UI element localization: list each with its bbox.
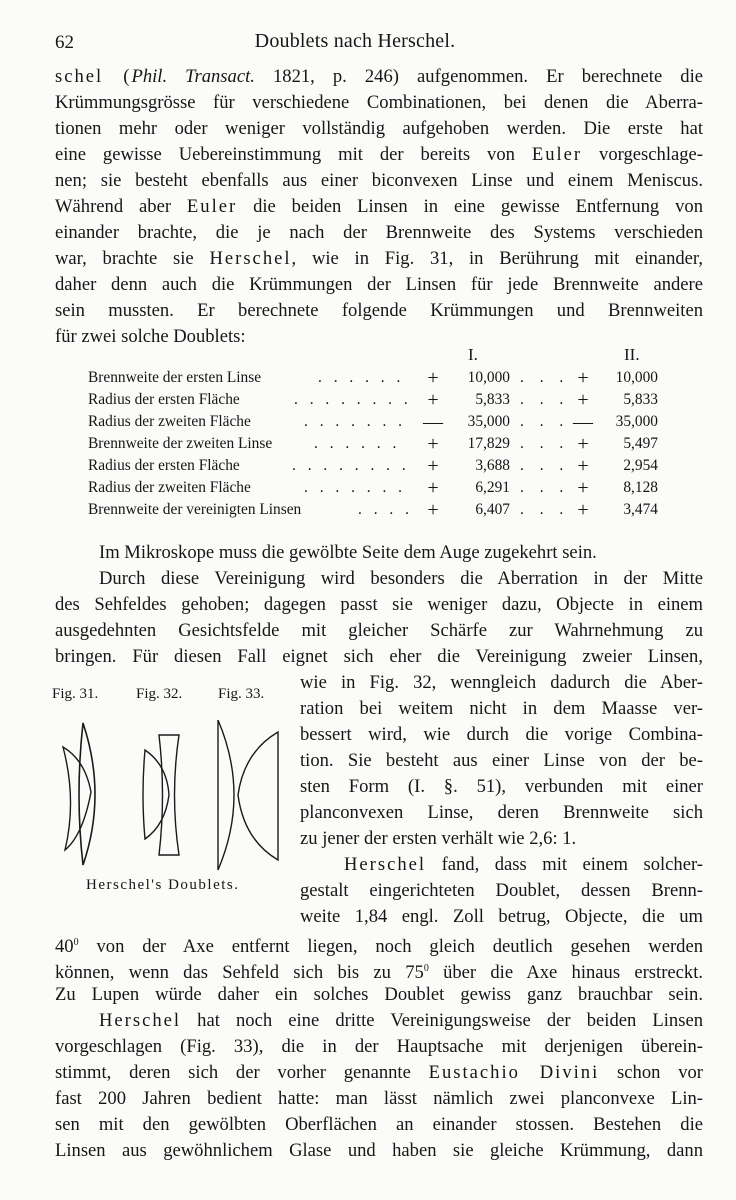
person-name: Herschel <box>99 1010 182 1031</box>
table-row <box>88 389 680 411</box>
row-label: Brennweite der vereinigten Linsen <box>88 501 302 518</box>
citation-italic: Phil. Transact. <box>131 66 255 87</box>
text-line: planconvexen Linse, deren Brennweite sich <box>300 802 703 823</box>
value-II: 5,833 <box>623 391 658 408</box>
sign-II: + <box>577 433 589 455</box>
fig-32-label: Fig. 32. <box>136 686 183 702</box>
text-line: ration bei weitem nicht in dem Maasse ver- <box>300 698 703 719</box>
text-line: ausgedehnten Gesichtsfelde mit gleicher Schärfe zur Wahrnehmung zu <box>55 620 703 641</box>
sign-I: + <box>427 433 439 455</box>
text-line: sen mit den gewölbten Oberflächen an einander stossen. Bestehen die <box>55 1114 703 1135</box>
value-I: 17,829 <box>467 435 510 452</box>
text-line: weite 1,84 engl. Zoll betrug, Objecte, die um <box>300 906 703 927</box>
text-line: einander brachte, die je nach der Brennweite des Systems verschieden <box>55 222 703 243</box>
sign-I: + <box>427 389 439 411</box>
table-row <box>88 455 680 477</box>
text-line: fast 200 Jahren bedient hatte: man lässt nämlich zwei planconvexe Lin- <box>55 1088 703 1109</box>
sign-I: + <box>427 455 439 477</box>
text-line: tion. Sie besteht aus einer Linse von der be- <box>300 750 703 771</box>
text-line: schel (Phil. Transact. 1821, p. 246) aufgenommen. Er berechnete die <box>55 66 704 87</box>
dot-leader: . . . <box>520 457 570 474</box>
table-row <box>88 499 680 521</box>
dot-leader: . . . <box>520 479 570 496</box>
text-line: sten Form (I. §. 51), verbunden mit einer <box>300 776 703 797</box>
text-line: Im Mikroskope muss die gewölbte Seite dem Auge zugekehrt sein. <box>99 542 597 563</box>
sign-I: + <box>427 499 439 521</box>
value-I: 6,291 <box>475 479 510 496</box>
sign-II: + <box>577 455 589 477</box>
value-II: 3,474 <box>623 501 658 518</box>
row-label: Radius der zweiten Fläche <box>88 479 251 496</box>
text-line: Herschel hat noch eine dritte Vereinigungsweise der beiden Linsen <box>99 1010 703 1031</box>
dot-leader: . . . <box>520 413 570 430</box>
text-line: tionen mehr oder weniger vollständig aufgehoben werden. Die erste hat <box>55 118 703 139</box>
text-line: daher denn auch die Krümmungen der Linsen für jede Brennweite andere <box>55 274 703 295</box>
text-line: Linsen aus gewöhnlichem Glase und haben sie gleiche Krümmung, dann <box>55 1140 703 1161</box>
sign-II: + <box>577 389 589 411</box>
column-header-I: I. <box>468 345 478 364</box>
dot-leader: . . . . . . <box>318 369 405 386</box>
running-title: Doublets nach Herschel. <box>254 30 456 52</box>
person-name: Euler <box>531 144 583 165</box>
text-line: Krümmungsgrösse für verschiedene Combinationen, bei denen die Aberra- <box>55 92 703 113</box>
value-I: 35,000 <box>467 413 510 430</box>
row-label: Radius der ersten Fläche <box>88 391 240 408</box>
sign-I: + <box>427 477 439 499</box>
dot-leader: . . . . . . . . <box>292 457 410 474</box>
fig-31-drawing <box>63 723 95 865</box>
text-line: bessert wird, wie durch die vorige Combina- <box>300 724 703 745</box>
text-line: Herschel fand, dass mit einem solcher- <box>344 854 703 875</box>
text-line: $40^0$ von der Axe entfernt liegen, noch gleich deutlich gesehen werden <box>55 936 703 957</box>
person-name: Herschel <box>209 248 292 269</box>
text-line: stimmt, deren sich der vorher genannte Eustachio Divini schon vor <box>55 1062 703 1083</box>
text-line: bringen. Für diesen Fall eignet sich eher die Vereinigung zweier Linsen, <box>55 646 703 667</box>
fig-32-drawing <box>143 735 179 855</box>
text-line: Durch diese Vereinigung wird besonders die Aberration in der Mitte <box>99 568 703 589</box>
sign-I: — <box>423 411 443 433</box>
figure-caption: Herschel's Doublets. <box>86 877 240 893</box>
table-row <box>88 411 680 433</box>
table-row <box>88 477 680 499</box>
dot-leader: . . . <box>520 501 570 518</box>
sign-II: + <box>577 477 589 499</box>
text-line: für zwei solche Doublets: <box>55 326 246 347</box>
dot-leader: . . . . <box>358 501 413 518</box>
table-row <box>88 433 680 455</box>
fig-31-label: Fig. 31. <box>52 686 99 702</box>
person-name: Eustachio Divini <box>428 1062 600 1083</box>
dot-leader: . . . . . . <box>314 435 401 452</box>
value-II: 10,000 <box>615 369 658 386</box>
sign-II: + <box>577 367 589 389</box>
value-I: 6,407 <box>475 501 510 518</box>
dot-leader: . . . . . . . <box>304 479 407 496</box>
value-II: 5,497 <box>623 435 658 452</box>
value-I: 5,833 <box>475 391 510 408</box>
person-name: Herschel <box>344 854 427 875</box>
sign-II: — <box>573 411 593 433</box>
dot-leader: . . . . . . . . <box>294 391 412 408</box>
text-line: wie in Fig. 32, wenngleich dadurch die Aber- <box>300 672 703 693</box>
value-II: 8,128 <box>623 479 658 496</box>
text-line: war, brachte sie Herschel, wie in Fig. 31, in Berührung mit einander, <box>55 248 704 269</box>
sign-II: + <box>577 499 589 521</box>
text-line: eine gewisse Uebereinstimmung mit der bereits von Euler vorgeschlage- <box>55 144 703 165</box>
dot-leader: . . . <box>520 435 570 452</box>
text-line: zu jener der ersten verhält wie 2,6: 1. <box>300 828 577 849</box>
text-line: können, wenn das Sehfeld sich bis zu $75^0$ über die Axe hinaus erstreckt. <box>55 962 704 983</box>
sign-I: + <box>427 367 439 389</box>
row-label: Brennweite der zweiten Linse <box>88 435 273 452</box>
text-line: des Sehfeldes gehoben; dagegen passt sie weniger dazu, Objecte in einem <box>55 594 703 615</box>
text-line: gestalt eingerichteten Doublet, dessen Brenn- <box>300 880 703 901</box>
dot-leader: . . . . . . . <box>304 413 407 430</box>
column-header-II: II. <box>624 345 640 364</box>
text-line: nen; sie besteht ebenfalls aus einer biconvexen Linse und einem Meniscus. <box>55 170 703 191</box>
doublet-figures <box>45 720 285 880</box>
dot-leader: . . . <box>520 369 570 386</box>
fig-33-drawing <box>218 720 278 870</box>
value-I: 10,000 <box>467 369 510 386</box>
person-name: Euler <box>186 196 238 217</box>
text-line: sein mussten. Er berechnete folgende Krümmungen und Brennweiten <box>55 300 703 321</box>
row-label: Radius der ersten Fläche <box>88 457 240 474</box>
text-line: Zu Lupen würde daher ein solches Doublet gewiss ganz brauchbar sein. <box>55 984 703 1005</box>
text-line: vorgeschlagen (Fig. 33), die in der Hauptsache mit derjenigen überein- <box>55 1036 703 1057</box>
row-label: Brennweite der ersten Linse <box>88 369 262 386</box>
value-II: 35,000 <box>615 413 658 430</box>
value-II: 2,954 <box>623 457 658 474</box>
fig-33-label: Fig. 33. <box>218 686 265 702</box>
dot-leader: . . . <box>520 391 570 408</box>
row-label: Radius der zweiten Fläche <box>88 413 251 430</box>
page-number: 62 <box>55 32 74 53</box>
table-row <box>88 367 680 389</box>
value-I: 3,688 <box>475 457 510 474</box>
page-header <box>55 30 705 58</box>
text-line: Während aber Euler die beiden Linsen in eine gewisse Entfernung von <box>55 196 704 217</box>
